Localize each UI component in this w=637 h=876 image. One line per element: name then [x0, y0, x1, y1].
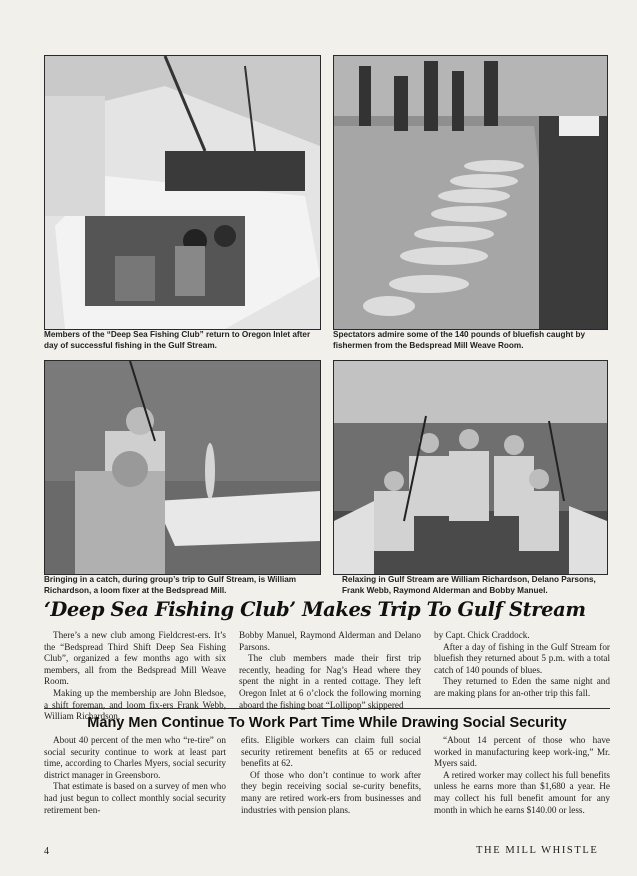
paragraph: efits. Eligible workers can claim full social security retirement benefits at 65 or reduced benefits at 62.	[241, 735, 421, 769]
paragraph: A retired worker may collect his full benefits unless he earns more than $1,680 a year. He may collect his full benefit amount for any month in which he earns $140.00 or less.	[434, 769, 610, 815]
catch-landing-caption: Bringing in a catch, during group’s trip to Gulf Stream, is William Richardson, a loom fixer at the Bedspread Mill.	[44, 575, 297, 595]
fishing-story-column-2	[239, 630, 421, 711]
fishing-story-column-3	[434, 630, 610, 700]
section-divider	[44, 708, 610, 709]
boat-crew-photo	[44, 55, 321, 330]
social-security-column-3	[434, 735, 610, 816]
paragraph: About 40 percent of the men who “re-tire” on social security continue to work at least part time, according to Charles Myers, social security district manager in Greensboro.	[44, 735, 226, 780]
relaxing-crew-caption: Relaxing in Gulf Stream are William Richardson, Delano Parsons, Frank Webb, Raymond Alderman and Bobby Manuel.	[342, 575, 596, 595]
paragraph: They returned to Eden the same night and are making plans for an-other trip this fall.	[434, 676, 610, 698]
paragraph: by Capt. Chick Craddock.	[434, 630, 530, 640]
bluefish-dock-photo	[333, 55, 608, 330]
page-number: 4	[44, 846, 49, 857]
fishing-club-headline: ‘Deep Sea Fishing Club’ Makes Trip To Gulf Stream	[44, 598, 586, 621]
social-security-headline: Many Men Continue To Work Part Time While Drawing Social Security	[87, 715, 567, 731]
paragraph: “About 14 percent of those who have worked in manufacturing keep work-ing,” Mr. Myers said.	[434, 735, 610, 769]
social-security-column-2	[241, 735, 421, 816]
catch-landing-photo	[44, 360, 321, 575]
social-security-column-1	[44, 735, 226, 816]
boat-crew-caption: Members of the “Deep Sea Fishing Club” return to Oregon Inlet after day of successful fishing in the Gulf Stream.	[44, 330, 311, 350]
paragraph: After a day of fishing in the Gulf Stream for bluefish they returned about 5 p.m. with a total catch of 140 pounds of blues.	[434, 641, 610, 675]
relaxing-crew-photo	[333, 360, 608, 575]
paragraph: Making up the membership are John Bledsoe, a shift foreman, and loom fix-ers Frank Webb, William Richardson,	[44, 687, 226, 722]
publication-title: THE MILL WHISTLE	[476, 845, 599, 856]
paragraph: There’s a new club among Fieldcrest-ers. It’s the “Bedspread Third Shift Deep Sea Fishing Club”, organized a few months ago with six members, all from the Bedspread Mill Weave Room.	[44, 630, 226, 687]
paragraph: That estimate is based on a survey of men who had just begun to collect monthly social security retirement ben-	[44, 781, 226, 815]
bluefish-dock-caption: Spectators admire some of the 140 pounds of bluefish caught by fishermen from the Bedspread Mill Weave Room.	[333, 330, 586, 350]
paragraph: Bobby Manuel, Raymond Alderman and Delano Parsons.	[239, 630, 421, 652]
paragraph: The club members made their first trip recently, heading for Nag’s Head where they spent the night in a rented cottage. They left Oregon Inlet at 6 o’clock the following morning aboard the fishing boat “Lollipop” skippered	[239, 653, 421, 710]
paragraph: Of those who don’t continue to work after they begin receiving social se-curity benefits, many are retired work-ers from businesses and industries with pension plans.	[241, 769, 421, 815]
